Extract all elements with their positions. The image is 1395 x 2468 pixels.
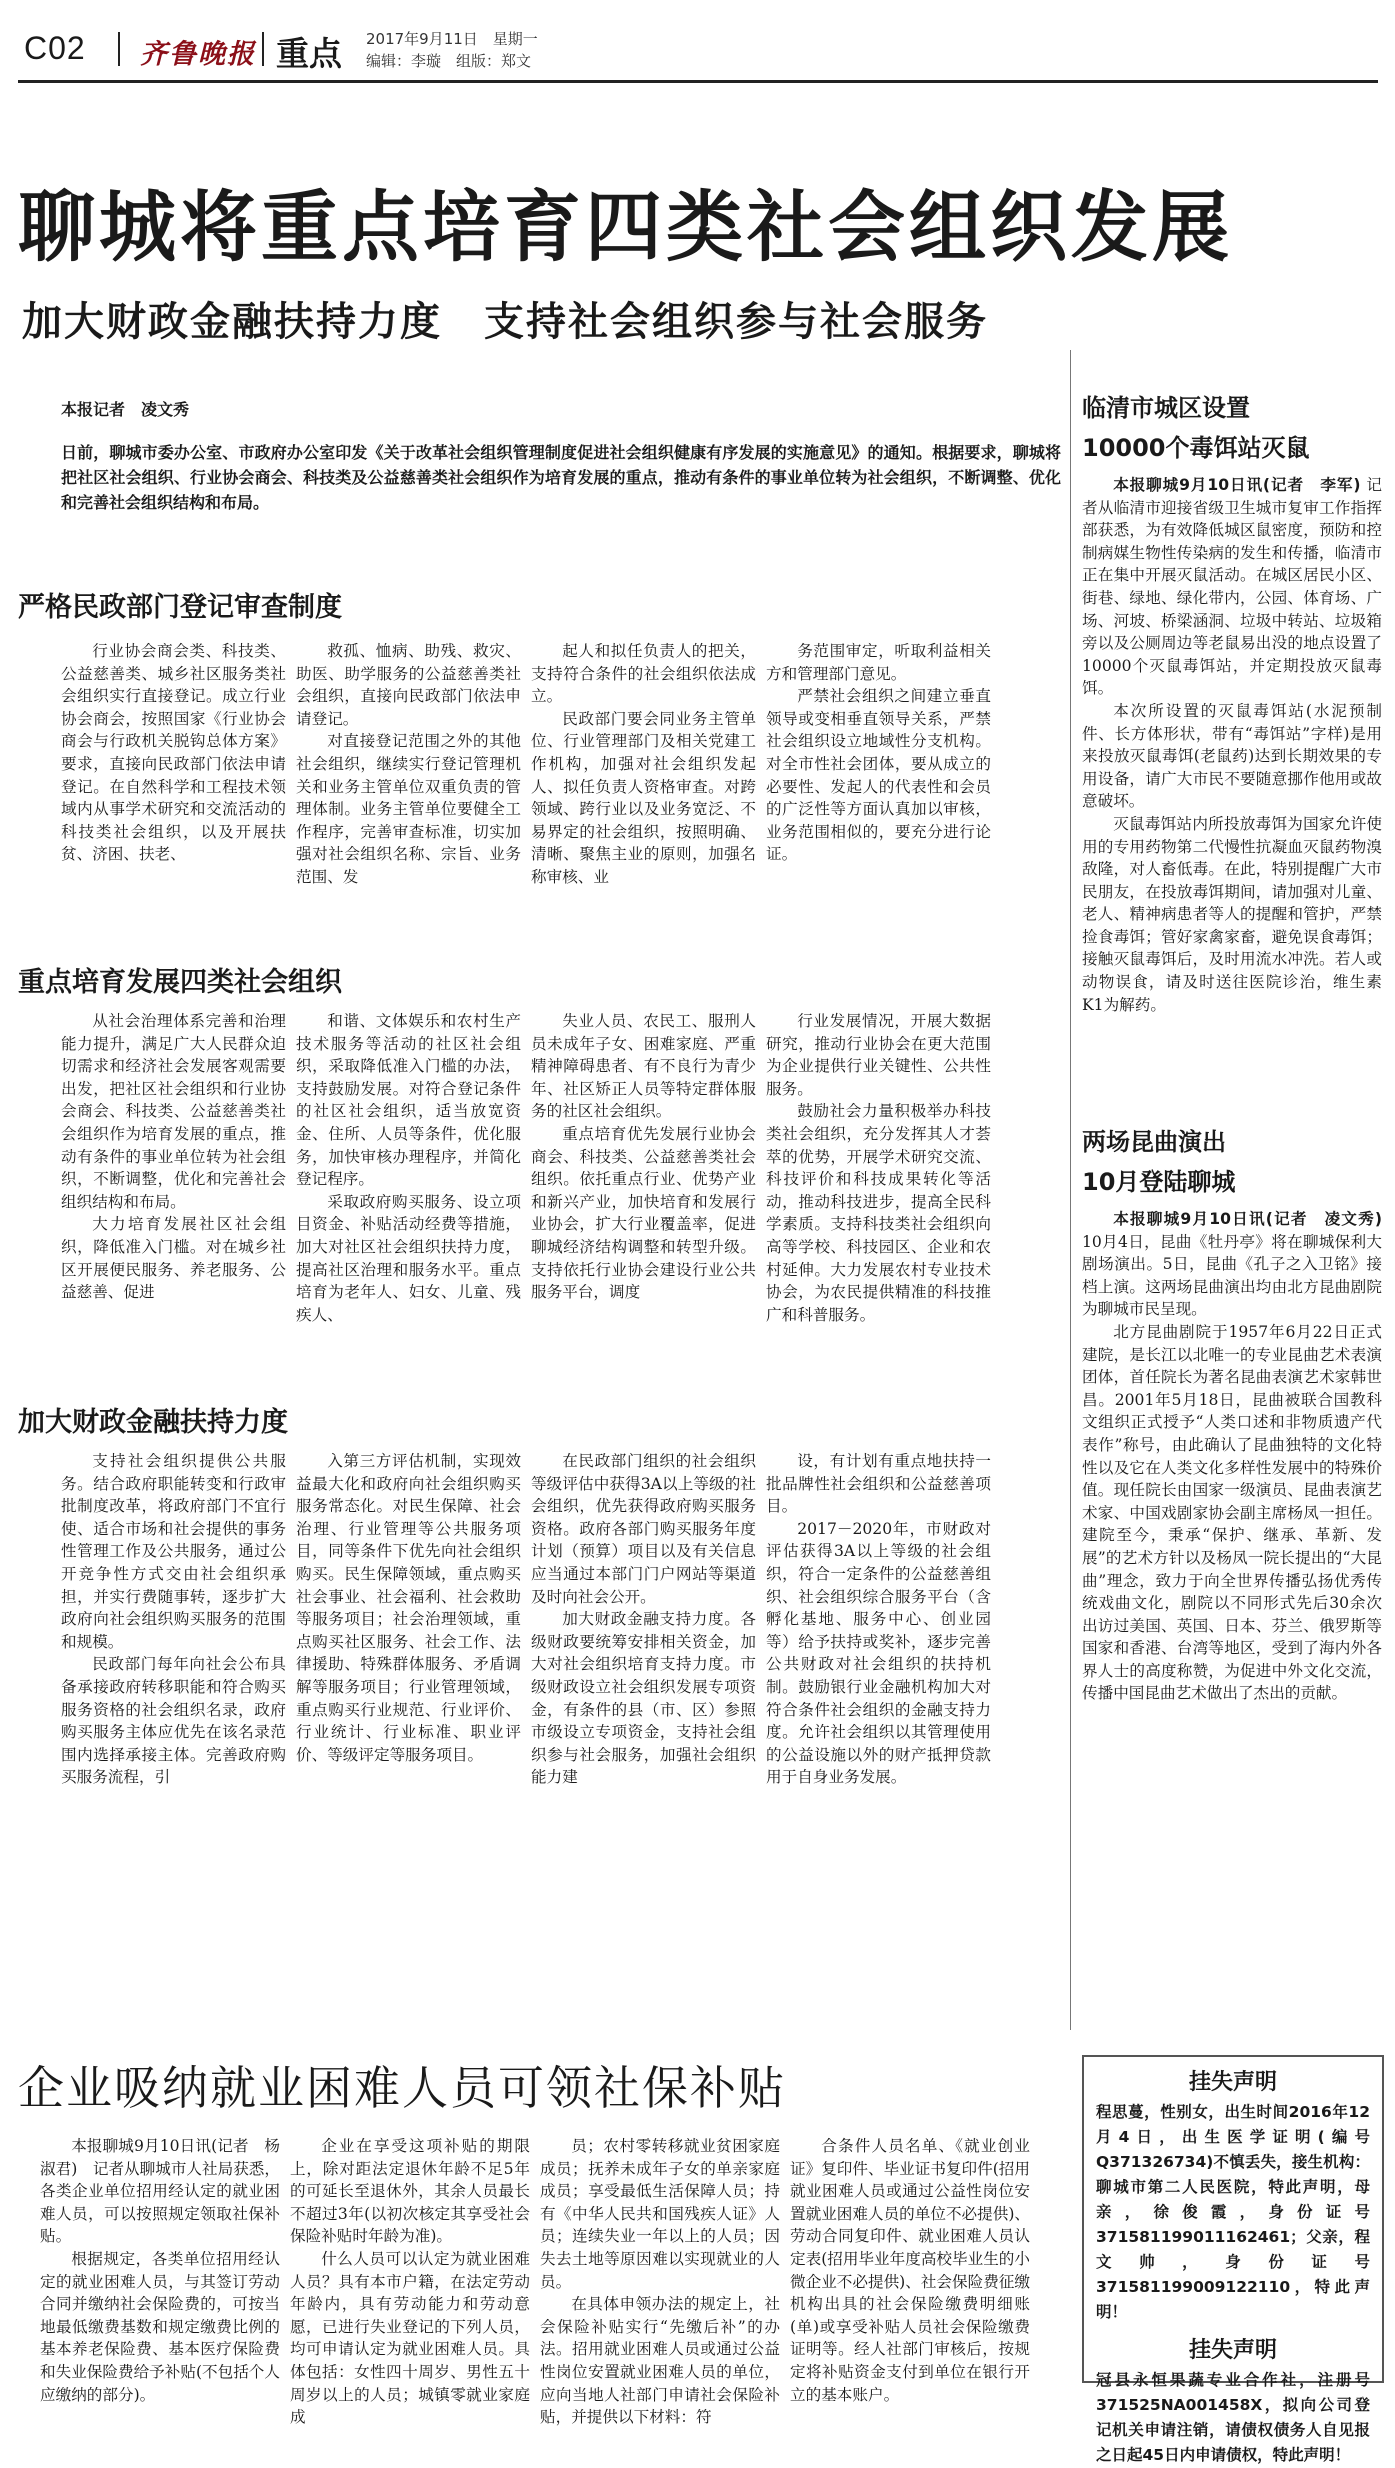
sidebar-story (1082, 1122, 1382, 2042)
section-body (61, 640, 991, 940)
article-column (766, 1450, 991, 1880)
page-number: C02 (24, 30, 86, 66)
column-text (531, 640, 756, 889)
notice-body: 程思蔓，性别女，出生时间2016年12月4日，出生医学证明(编号Q371326734)不慎丢失，接生机构：聊城市第二人民医院，特此声明，母亲，徐俊霞，身份证号371581199011162461；父亲，程文帅，身份证号371581199009122110，特此声明！ (1096, 2103, 1370, 2321)
paragraph: 合条件人员名单、《就业创业证》复印件、毕业证书复印件(招用就业困难人员或通过公益性岗位安置就业困难人员的单位不必提供)、劳动合同复印件、就业困难人员认定表(招用毕业年度高校毕业生的小微企业不必提供)、社会保险费征缴机构出具的社会保险缴费明细账(单)或享受补贴人员社会保险缴费证明等。经人社部门审核后，按规定将补贴资金支付到单位在银行开立的基本账户。 (790, 2137, 1030, 2404)
dateline: 本报聊城9月10日讯(记者 李军) (1113, 476, 1361, 494)
main-headline: 聊城将重点培育四类社会组织发展 (18, 184, 1233, 273)
paragraph: 本次所设置的灭鼠毒饵站(水泥预制件、长方体形状，带有“毒饵站”字样)是用来投放灭鼠毒饵(老鼠药)达到长期效果的专用设备，请广大市民不要随意挪作他用或故意破坏。 (1082, 701, 1382, 811)
paragraph: 北方昆曲剧院于1957年6月22日正式建院，是长江以北唯一的专业昆曲艺术表演团体，首任院长为著名昆曲表演艺术家韩世昌。2001年5月18日，昆曲被联合国教科文组织正式授予“人类口述和非物质遗产代表作”称号，由此确认了昆曲独特的文化特性以及它在人类文化多样性发展中的特殊价值。现任院长由国家一级演员、昆曲表演艺术家、中国戏剧家协会副主席杨凤一担任。建院至今，秉承“保护、继承、革新、发展”的艺术方针以及杨凤一院长提出的“大昆曲”理念，致力于向全世界传播弘扬优秀传统戏曲文化，剧院以不同形式先后30余次出访过美国、英国、日本、芬兰、俄罗斯等国家和香港、台湾等地区，受到了海内外各界人士的高度称赞，为促进中外文化交流，传播中国昆曲艺术做出了杰出的贡献。 (1082, 1322, 1382, 1703)
sidebar-body (1082, 474, 1382, 1016)
paragraph: 行业发展情况，开展大数据研究，推动行业协会在更大范围为企业提供行业关键性、公共性服务。 (766, 1012, 991, 1098)
paragraph: 和谐、文体娱乐和农村生产技术服务等活动的社区社会组织，采取降低准入门槛的办法，支持鼓励发展。对符合登记条件的社区社会组织，适当放宽资金、住所、人员等条件，优化服务，加快审核办理程序，并简化登记程序。 (296, 1012, 521, 1189)
paragraph: 本报聊城9月10日讯(记者 杨淑君) 记者从聊城市人社局获悉，各类企业单位招用经认定的就业困难人员，可以按照规定领取社保补贴。 (40, 2137, 280, 2246)
issue-meta (366, 28, 538, 72)
column-text (296, 1450, 521, 1766)
bottom-headline: 企业吸纳就业困难人员可领社保补贴 (18, 2061, 786, 2115)
column-text (766, 1450, 991, 1789)
notice-body: 冠县永恒果蔬专业合作社，注册号371525NA001458X，拟向公司登记机关申请注销，请债权债务人自见报之日起45日内申请债权，特此声明！ (1096, 2371, 1370, 2464)
dateline: 本报聊城9月10日讯(记者 凌文秀) (1113, 1210, 1382, 1228)
column-text (531, 1450, 756, 1789)
article-column (766, 1010, 991, 1370)
masthead-divider (262, 32, 264, 66)
paragraph: 入第三方评估机制，实现效益最大化和政府向社会组织购买服务常态化。对民生保障、社会治理、行业管理等公共服务项目，同等条件下优先向社会组织购买。民生保障领域，重点购买社会事业、社会福利、社会救助等服务项目；社会治理领域，重点购买社区服务、社会工作、法律援助、特殊群体服务、矛盾调解等服务项目；行业管理领域，重点购买行业规范、行业评价、行业统计、行业标准、职业评价、等级评定等服务项目。 (296, 1452, 521, 1764)
paragraph: 记者从临清市迎接省级卫生城市复审工作指挥部获悉，为有效降低城区鼠密度，预防和控制病媒生物性传染病的发生和传播，临清市正在集中开展灭鼠活动。在城区居民小区、街巷、绿地、绿化带内，公园、体育场、广场、河坡、桥梁涵洞、垃圾中转站、垃圾箱旁以及公厕周边等老鼠易出没的地点设置了10000个灭鼠毒饵站，并定期投放灭鼠毒饵。 (1082, 476, 1382, 698)
column-text (790, 2135, 1030, 2406)
article-column (290, 2135, 530, 2427)
sidebar-headline: 两场昆曲演出 (1082, 1128, 1226, 1156)
issue-date: 2017年9月11日 星期一 (366, 30, 538, 48)
editor-credit: 编辑：李璇 组版：郑文 (366, 52, 532, 70)
article-column (531, 1450, 756, 1880)
section-label: 重点 (276, 34, 342, 73)
main-subhead: 加大财政金融扶持力度 支持社会组织参与社会服务 (22, 299, 988, 345)
column-text (296, 640, 521, 889)
bottom-body (40, 2135, 1030, 2427)
paragraph: 对直接登记范围之外的其他社会组织，继续实行登记管理机关和业务主管单位双重负责的管理体制。业务主管单位要健全工作程序，完善审查标准，切实加强对社会组织名称、宗旨、业务范围、发 (296, 732, 521, 886)
paragraph: 民政部门要会同业务主管单位、行业管理部门及相关党建工作机构，加强对社会组织发起人、拟任负责人资格审查。对跨领域、跨行业以及业务宽泛、不易界定的社会组织，按照明确、清晰、聚焦主业的原则，加强名称审核、业 (531, 709, 756, 886)
paragraph: 行业协会商会类、科技类、公益慈善类、城乡社区服务类社会组织实行直接登记。成立行业协会商会，按照国家《行业协会商会与行政机关脱钩总体方案》要求，直接向民政部门依法申请登记。在自然科学和工程技术领域内从事学术研究和交流活动的科技类社会组织，以及开展扶贫、济困、扶老、 (61, 642, 286, 864)
column-text (766, 1010, 991, 1326)
paragraph: 鼓励社会力量积极举办科技类社会组织，充分发挥其人才荟萃的优势，开展学术研究交流、科技评价和科技成果转化等活动，推动科技进步，提高全民科学素质。支持科技类社会组织向高等学校、科技园区、企业和农村延伸。大力发展农村专业技术协会，为农民提供精准的科技推广和科普服务。 (766, 1102, 991, 1324)
paragraph: 民政部门每年向社会公布具备承接政府转移职能和符合购买服务资格的社会组织名录，政府购买服务主体应优先在该名录范围内选择承接主体。完善政府购买服务流程，引 (61, 1655, 286, 1787)
sidebar-headline: 10000个毒饵站灭鼠 (1082, 434, 1310, 462)
article-column (790, 2135, 1030, 2404)
sidebar-headline: 10月登陆聊城 (1082, 1168, 1236, 1196)
article-column (531, 640, 756, 940)
sidebar-story (1082, 388, 1382, 1118)
sidebar-headline: 临清市城区设置 (1082, 394, 1250, 422)
article-column (61, 1450, 286, 1880)
paragraph: 从社会治理体系完善和治理能力提升，满足广大人民群众迫切需求和经济社会发展客观需要出发，把社区社会组织和行业协会商会、科技类、公益慈善类社会组织作为培育发展的重点，推动有条件的事业单位转为社会组织，不断调整，优化和完善社会组织结构和布局。 (61, 1012, 286, 1211)
section-title: 重点培育发展四类社会组织 (18, 967, 342, 998)
paragraph: 员；农村零转移就业贫困家庭成员；抚养未成年子女的单亲家庭成员；享受最低生活保障人员；持有《中华人民共和国残疾人证》人员；连续失业一年以上的人员；因失去土地等原因难以实现就业的人员。 (540, 2137, 780, 2291)
notices-box (1082, 2055, 1384, 2464)
column-text (296, 1010, 521, 1326)
sidebar-body (1082, 1208, 1382, 1705)
column-text (61, 1450, 286, 1789)
article-column (61, 1010, 286, 1370)
byline: 本报记者 凌文秀 (61, 400, 190, 419)
newspaper-logo: 齐鲁晚报 (140, 39, 256, 70)
column-text (61, 640, 286, 866)
article-column (40, 2135, 280, 2404)
paragraph: 务范围审定，听取利益相关方和管理部门意见。 (766, 642, 991, 683)
lede-paragraph: 日前，聊城市委办公室、市政府办公室印发《关于改革社会组织管理制度促进社会组织健康有序发展的实施意见》的通知。根据要求，聊城将把社区社会组织、行业协会商会、科技类及公益慈善类社会组织作为培育发展的重点，推动有条件的事业单位转为社会组织，不断调整、优化和完善社会组织结构和布局。 (61, 443, 1061, 512)
column-rule (1070, 350, 1071, 2030)
article-column (296, 1450, 521, 1880)
paragraph: 起人和拟任负责人的把关，支持符合条件的社会组织依法成立。 (531, 642, 756, 706)
column-text (540, 2135, 780, 2429)
notice-title: 挂失声明 (1188, 2070, 1277, 2095)
paragraph: 企业在享受这项补贴的期限上，除对距法定退休年龄不足5年的可延长至退休外，其余人员最长不超过3年(以初次核定其享受社会保险补贴时年龄为准)。 (290, 2137, 530, 2246)
article-column (296, 1010, 521, 1370)
paragraph: 10月4日，昆曲《牡丹亭》将在聊城保利大剧场演出。5日，昆曲《孔子之入卫铭》接档上演。这两场昆曲演出均由北方昆曲剧院为聊城市民呈现。 (1082, 1232, 1382, 1319)
paragraph: 根据规定，各类单位招用经认定的就业困难人员，与其签订劳动合同并缴纳社会保险费的，可按当地最低缴费基数和规定缴费比例的基本养老保险费、基本医疗保险费和失业保险费给予补贴(不包括个人应缴纳的部分)。 (40, 2249, 280, 2404)
column-text (61, 1010, 286, 1304)
paragraph: 重点培育优先发展行业协会商会、科技类、公益慈善类社会组织。依托重点行业、优势产业和新兴产业，加快培育和发展行业协会，扩大行业覆盖率，促进聊城经济结构调整和转型升级。支持依托行业协会建设行业公共服务平台，调度 (531, 1124, 756, 1302)
paragraph: 大力培育发展社区社会组织，降低准入门槛。对在城乡社区开展便民服务、养老服务、公益慈善、促进 (61, 1215, 286, 1302)
section-title: 严格民政部门登记审查制度 (18, 592, 342, 623)
paragraph: 灭鼠毒饵站内所投放毒饵为国家允许使用的专用药物第二代慢性抗凝血灭鼠药物溴敌隆，对人畜低毒。在此，特别提醒广大市民朋友，在投放毒饵期间，请加强对儿童、老人、精神病患者等人的提醒和管护，严禁捡食毒饵；管好家禽家畜，避免误食毒饵；接触灭鼠毒饵后，及时用流水冲洗。若人或动物误食，请及时送往医院诊治，维生素K1为解药。 (1082, 814, 1382, 1014)
section-body (61, 1010, 991, 1370)
article-column (61, 640, 286, 940)
masthead-divider (118, 32, 120, 66)
paragraph: 加大财政金融支持力度。各级财政要统筹安排相关资金，加大对社会组织培育支持力度。市级财政设立社会组织发展专项资金，有条件的县（市、区）参照市级设立专项资金，支持社会组织参与社会服务，加强社会组织能力建 (531, 1610, 756, 1787)
paragraph: 支持社会组织提供公共服务。结合政府职能转变和行政审批制度改革，将政府部门不宜行使、适合市场和社会提供的事务性管理工作及公共服务，通过公开竞争性方式交由社会组织承担，并实行费随事转，逐步扩大政府向社会组织购买服务的范围和规模。 (61, 1452, 286, 1651)
column-text (531, 1010, 756, 1304)
article-column (531, 1010, 756, 1370)
paragraph: 失业人员、农民工、服刑人员未成年子女、困难家庭、严重精神障碍患者、有不良行为青少年、社区矫正人员等特定群体服务的社区社会组织。 (531, 1012, 756, 1121)
column-text (766, 640, 991, 866)
paragraph: 采取政府购买服务、设立项目资金、补贴活动经费等措施，加大对社区社会组织扶持力度，提高社区治理和服务水平。重点培育为老年人、妇女、儿童、残疾人、 (296, 1192, 521, 1324)
notice-title: 挂失声明 (1188, 2338, 1277, 2363)
masthead-rule (18, 80, 1378, 83)
paragraph: 在具体申领办法的规定上，社会保险补贴实行“先缴后补”的办法。招用就业困难人员或通过公益性岗位安置就业困难人员的单位，应向当地人社部门申请社会保险补贴，并提供以下材料：符 (540, 2295, 780, 2427)
paragraph: 严禁社会组织之间建立垂直领导或变相垂直领导关系，严禁社会组织设立地域性分支机构。对全市性社会团体，要从成立的必要性、发起人的代表性和会员的广泛性等方面认真加以审核，业务范围相似的，要充分进行论证。 (766, 687, 991, 864)
article-column (540, 2135, 780, 2427)
article-column (766, 640, 991, 940)
paragraph: 什么人员可以认定为就业困难人员？具有本市户籍，在法定劳动年龄内，具有劳动能力和劳动意愿，已进行失业登记的下列人员，均可申请认定为就业困难人员。具体包括：女性四十周岁、男性五十周岁以上的人员；城镇零就业家庭成 (290, 2249, 530, 2427)
masthead (0, 0, 1395, 73)
paragraph: 设，有计划有重点地扶持一批品牌性社会组织和公益慈善项目。 (766, 1452, 991, 1516)
column-text (290, 2135, 530, 2429)
paragraph: 在民政部门组织的社会组织等级评估中获得3A以上等级的社会组织，优先获得政府购买服务资格。政府各部门购买服务年度计划（预算）项目以及有关信息应当通过本部门门户网站等渠道及时向社会公开。 (531, 1452, 756, 1606)
column-text (40, 2135, 280, 2406)
article-column (296, 640, 521, 940)
paragraph: 救孤、恤病、助残、救灾、助医、助学服务的公益慈善类社会组织，直接向民政部门依法申请登记。 (296, 642, 521, 728)
section-body (61, 1450, 991, 1880)
section-title: 加大财政金融扶持力度 (18, 1407, 288, 1438)
paragraph: 2017－2020年，市财政对评估获得3A以上等级的社会组织，符合一定条件的公益慈善组织、社会组织综合服务平台（含孵化基地、服务中心、创业园等）给予扶持或奖补，逐步完善公共财政对社会组织的扶持机制。鼓励银行业金融机构加大对符合条件社会组织的金融支持力度。允许社会组织以其管理使用的公益设施以外的财产抵押贷款用于自身业务发展。 (766, 1519, 991, 1787)
